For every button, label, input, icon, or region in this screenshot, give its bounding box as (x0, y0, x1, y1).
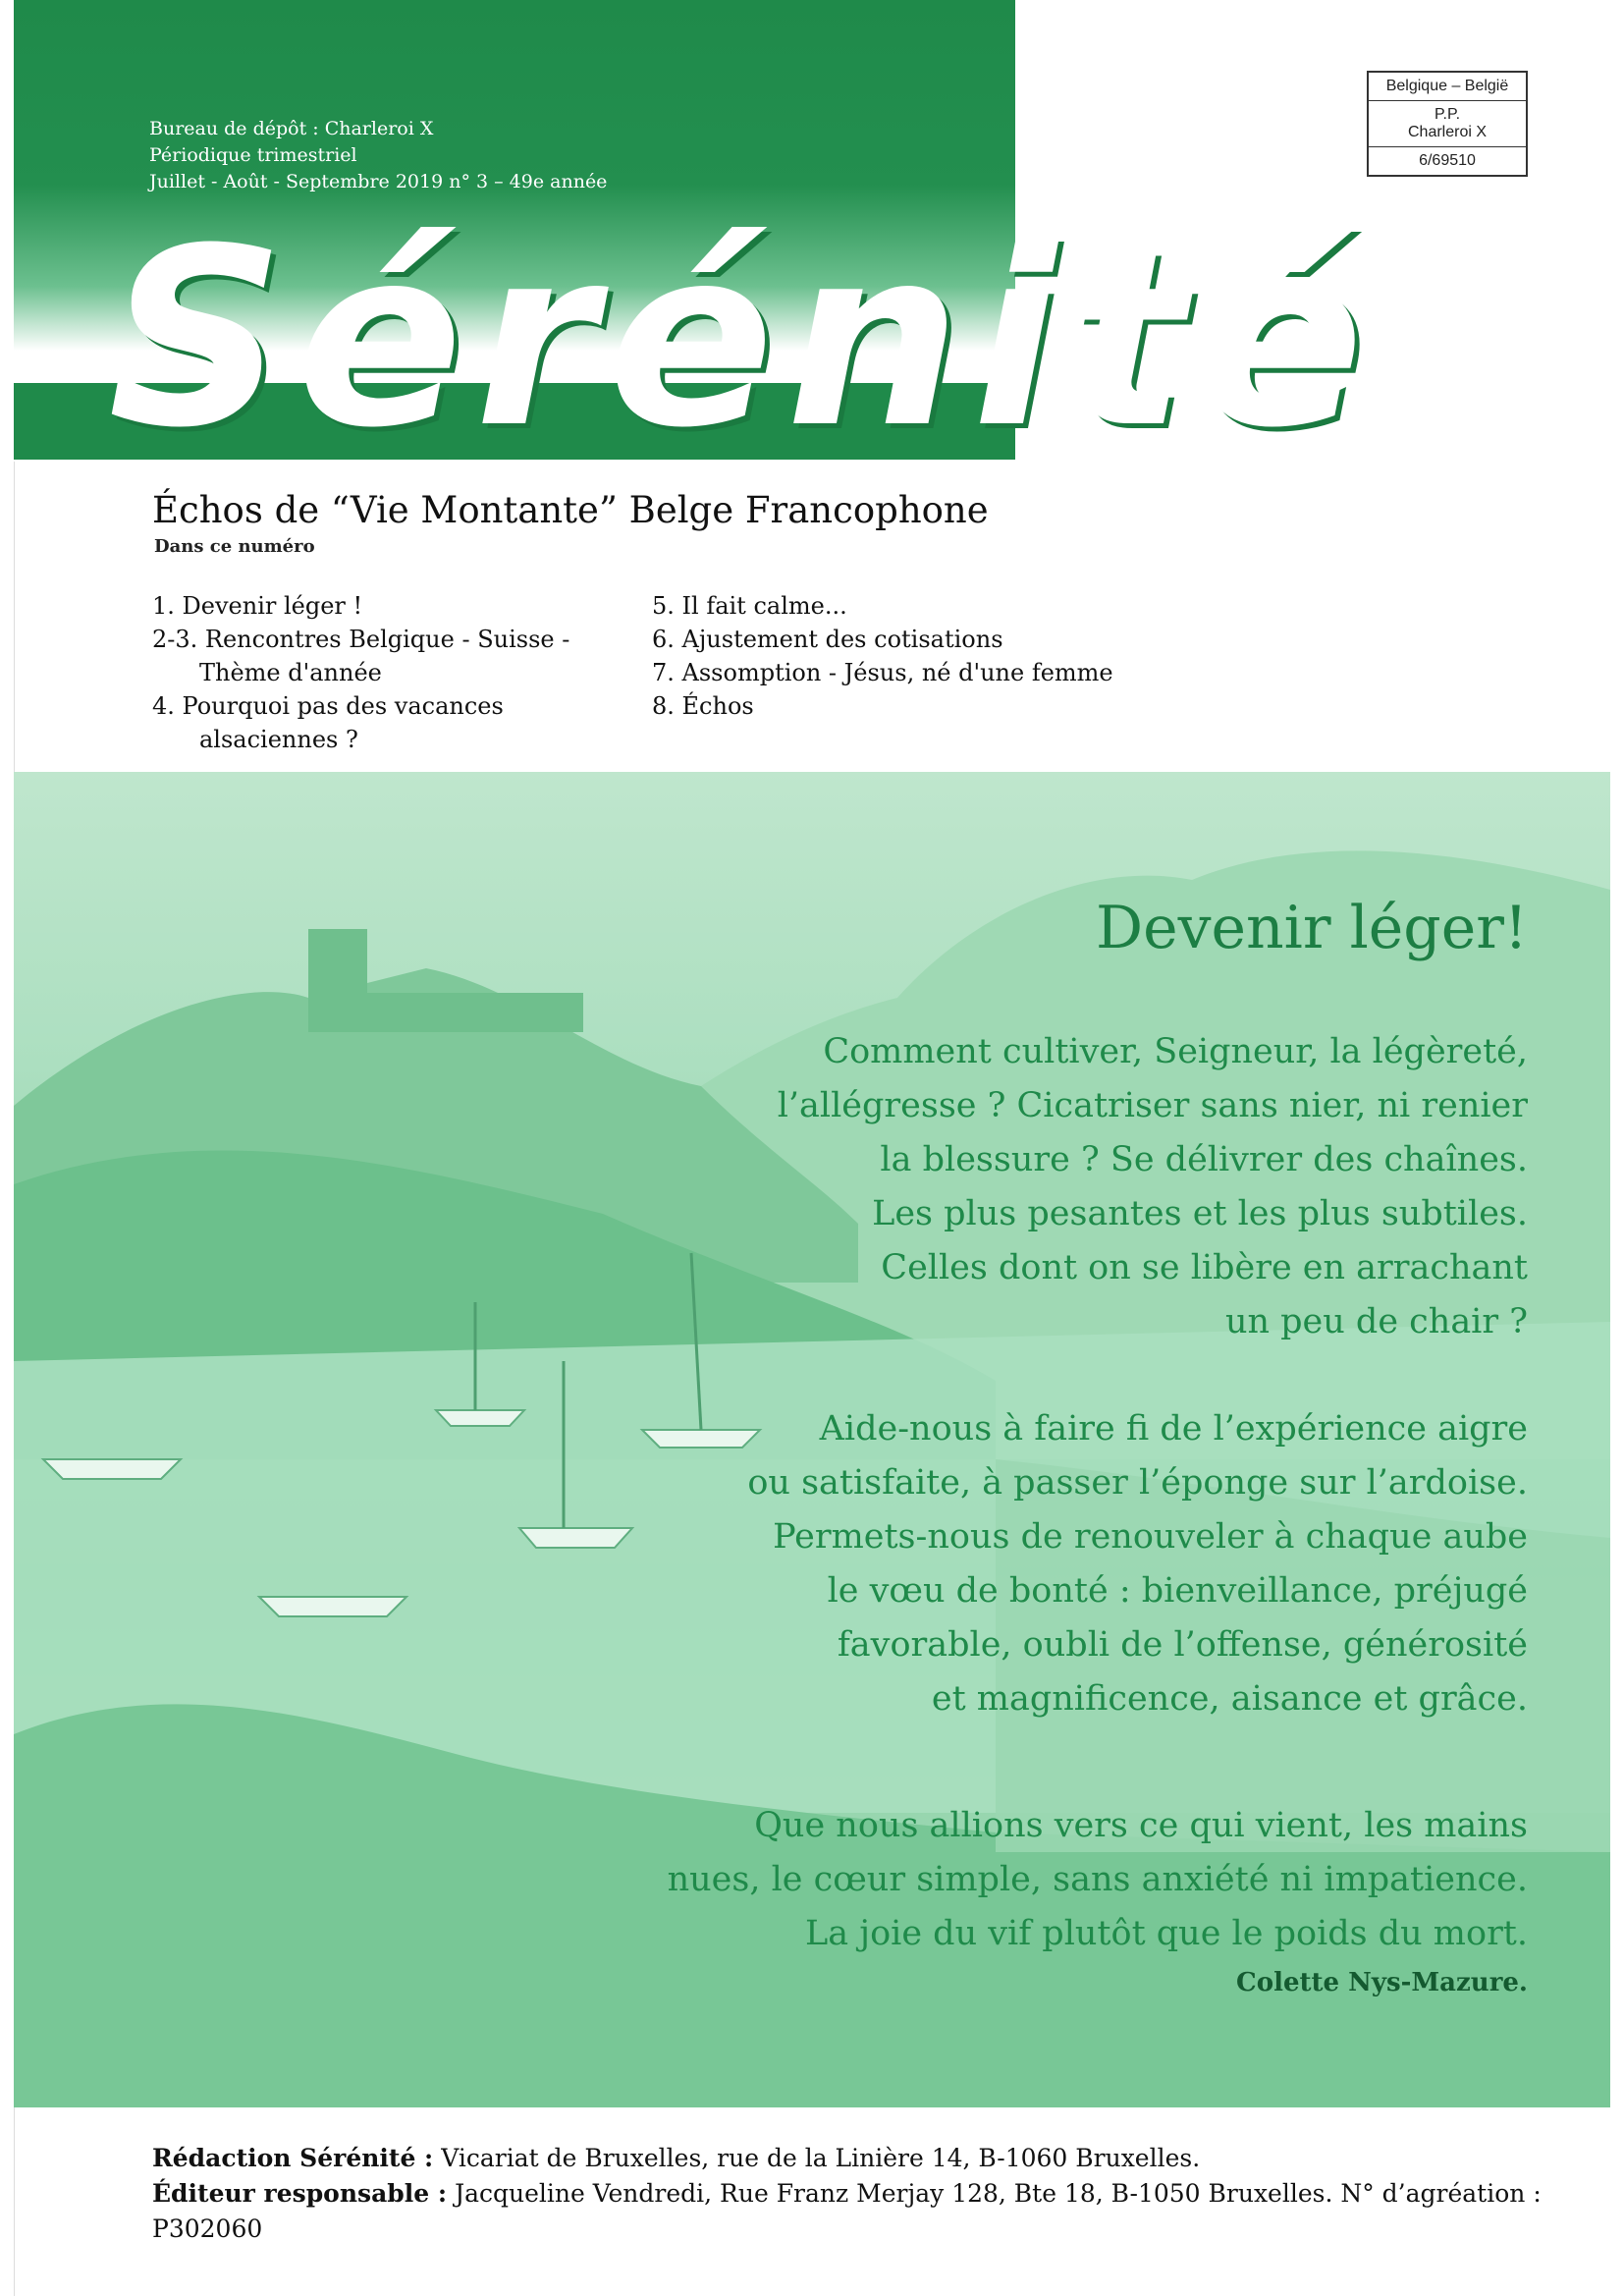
boat-icon (43, 1459, 181, 1479)
poem-line: Permets-nous de renouveler à chaque aube (773, 1517, 1528, 1557)
poem-line: Aide-nous à faire fi de l’expérience aigre (819, 1409, 1528, 1449)
redaction-line (152, 2141, 1542, 2176)
stamp-country: Belgique – België (1369, 73, 1526, 101)
editeur-line (152, 2176, 1542, 2212)
toc-left-column (152, 589, 584, 756)
masthead-title: Sérénité (108, 195, 1377, 481)
stamp-number: 6/69510 (1419, 152, 1476, 169)
poem-stanza-1 (491, 1025, 1528, 1349)
postage-stamp-box (1367, 71, 1528, 177)
poem-stanza-3 (491, 1799, 1528, 1961)
bureau-line: Bureau de dépôt : Charleroi X (149, 118, 434, 139)
toc-heading: Dans ce numéro (154, 536, 315, 557)
publication-subtitle: Échos de “Vie Montante” Belge Francophone (152, 489, 989, 531)
bureau-info (149, 116, 607, 195)
toc-item: 2-3. Rencontres Belgique - Suisse - (152, 626, 570, 653)
poem-line: la blessure ? Se délivrer des chaînes. (880, 1140, 1528, 1179)
editeur-label: Éditeur responsable : (152, 2179, 448, 2208)
toc-item: 7. Assomption - Jésus, né d'une femme (652, 659, 1113, 686)
poem-line: nues, le cœur simple, sans anxiété ni impatience. (667, 1860, 1528, 1899)
poem-line: favorable, oubli de l’offense, générosité (837, 1625, 1528, 1665)
toc-item: 8. Échos (652, 692, 754, 720)
poem-line: Comment cultiver, Seigneur, la légèreté, (823, 1032, 1528, 1071)
redaction-address: Vicariat de Bruxelles, rue de la Linière 14, B-1060 Bruxelles. (433, 2144, 1201, 2172)
stamp-pp (1369, 101, 1526, 147)
boat-icon (259, 1597, 406, 1616)
periodicity-line: Périodique trimestriel (149, 144, 357, 166)
toc-item: 1. Devenir léger ! (152, 592, 363, 620)
poem-line: ou satisfaite, à passer l’éponge sur l’ardoise. (747, 1463, 1528, 1503)
poem-stanza-2 (491, 1402, 1528, 1726)
agreation-number: P302060 (152, 2214, 263, 2243)
toc-right-column (652, 589, 1143, 723)
toc-item-continuation: alsaciennes ? (199, 726, 358, 753)
poem-line: La joie du vif plutôt que le poids du mort. (804, 1914, 1528, 1953)
stamp-pp-label: P.P. (1434, 106, 1461, 123)
footer-credits (152, 2141, 1542, 2247)
poem-author: Colette Nys-Mazure. (1236, 1968, 1528, 1997)
toc-item: 6. Ajustement des cotisations (652, 626, 1003, 653)
poem-line: Les plus pesantes et les plus subtiles. (872, 1194, 1528, 1233)
toc-item-continuation: Thème d'année (199, 659, 382, 686)
issue-line: Juillet - Août - Septembre 2019 n° 3 – 49e année (149, 171, 608, 192)
poem-line: le vœu de bonté : bienveillance, préjugé (827, 1571, 1528, 1611)
toc-item: 5. Il fait calme... (652, 592, 847, 620)
poem-line: un peu de chair ? (1224, 1302, 1528, 1341)
poem-line: Que nous allions vers ce qui vient, les mains (754, 1806, 1528, 1845)
editeur-address: Jacqueline Vendredi, Rue Franz Merjay 128, Bte 18, B-1050 Bruxelles. N° d’agréation : (447, 2179, 1542, 2208)
poem-line: et magnificence, aisance et grâce. (931, 1679, 1528, 1719)
poem-title: Devenir léger! (1095, 894, 1528, 962)
stamp-pp-office: Charleroi X (1407, 124, 1488, 140)
toc-item: 4. Pourquoi pas des vacances (152, 692, 504, 720)
poem-line: l’allégresse ? Cicatriser sans nier, ni renier (777, 1086, 1528, 1125)
redaction-label: Rédaction Sérénité : (152, 2144, 434, 2172)
poem-line: Celles dont on se libère en arrachant (881, 1248, 1528, 1287)
